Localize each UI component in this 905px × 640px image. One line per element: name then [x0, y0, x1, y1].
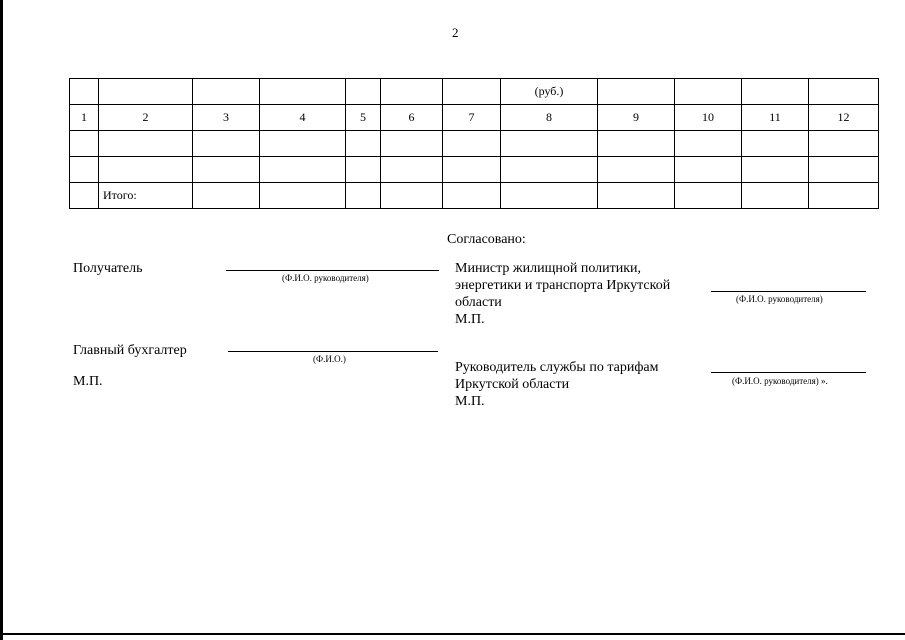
table-header-row — [70, 79, 879, 105]
column-number: 10 — [675, 105, 742, 131]
total-label: Итого: — [99, 183, 193, 209]
approved-label: Согласовано: — [447, 232, 526, 247]
column-number: 12 — [809, 105, 879, 131]
chief-accountant-label: Главный бухгалтер — [73, 343, 187, 358]
left-page-edge — [0, 0, 3, 640]
column-number: 4 — [260, 105, 346, 131]
minister-caption: (Ф.И.О. руководителя) — [736, 294, 823, 304]
data-table — [69, 78, 879, 209]
page-number: 2 — [452, 25, 459, 40]
minister-stamp: М.П. — [455, 312, 485, 327]
column-number: 3 — [193, 105, 260, 131]
column-number: 8 — [501, 105, 598, 131]
column-number: 5 — [346, 105, 381, 131]
column-number: 2 — [99, 105, 193, 131]
minister-title-line: Министр жилищной политики, — [455, 261, 642, 276]
minister-title-line: энергетики и транспорта Иркутской — [455, 278, 671, 293]
tariff-head-block — [455, 359, 658, 410]
column-number: 9 — [598, 105, 675, 131]
bottom-page-edge — [0, 633, 905, 635]
table-row — [70, 131, 879, 157]
tariff-head-caption: (Ф.И.О. руководителя) ». — [732, 376, 828, 386]
minister-signature-line — [711, 291, 866, 292]
table-row — [70, 157, 879, 183]
tariff-head-stamp: М.П. — [455, 394, 485, 409]
recipient-caption: (Ф.И.О. руководителя) — [282, 273, 369, 283]
total-row — [70, 183, 879, 209]
tariff-head-signature-line — [711, 372, 866, 373]
tariff-head-title-line: Руководитель службы по тарифам — [455, 360, 659, 375]
recipient-label: Получатель — [73, 261, 143, 276]
minister-title-line: области — [455, 295, 502, 310]
tariff-head-title-line: Иркутской области — [455, 377, 570, 392]
minister-block — [455, 260, 670, 328]
unit-label: (руб.) — [501, 79, 598, 105]
chief-accountant-stamp: М.П. — [73, 374, 103, 389]
column-number: 6 — [381, 105, 443, 131]
column-numbers-row — [70, 105, 879, 131]
chief-accountant-signature-line — [228, 351, 438, 352]
column-number: 7 — [443, 105, 501, 131]
chief-accountant-caption: (Ф.И.О.) — [313, 354, 346, 364]
recipient-signature-line — [226, 270, 439, 271]
column-number: 11 — [742, 105, 809, 131]
column-number: 1 — [70, 105, 99, 131]
